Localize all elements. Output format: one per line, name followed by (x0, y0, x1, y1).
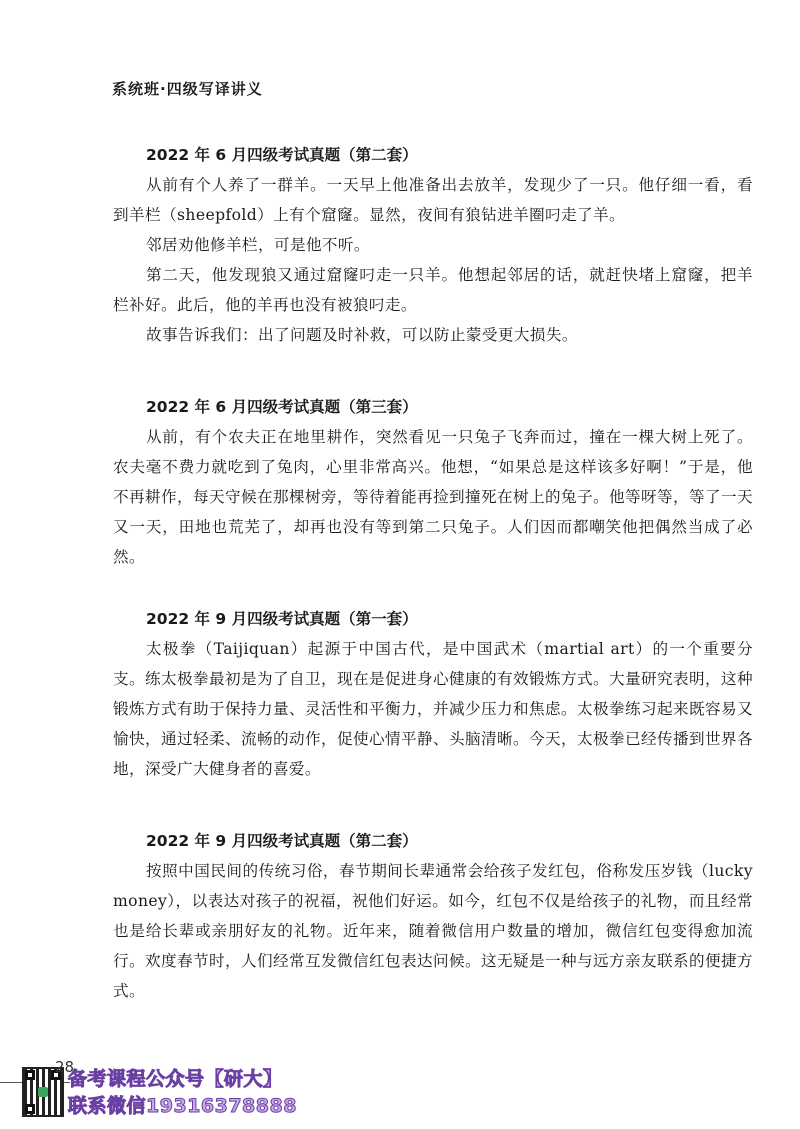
paragraph: 从前有个人养了一群羊。一天早上他准备出去放羊，发现少了一只。他仔细一看，看到羊栏（sheepfold）上有个窟窿。显然，夜间有狼钻进羊圈叼走了羊。 (113, 176, 753, 224)
section-title: 2022 年 9 月四级考试真题（第二套） (146, 832, 418, 850)
page-header-title: 系统班·四级写译讲义 (112, 80, 263, 98)
section-title: 2022 年 6 月四级考试真题（第三套） (146, 398, 418, 416)
watermark-text: 联系微信19316378888 (68, 1095, 297, 1117)
watermark-text: 备考课程公众号【研大】 (68, 1068, 283, 1090)
paragraph: 按照中国民间的传统习俗，春节期间长辈通常会给孩子发红包，俗称发压岁钱（lucky money），以表达对孩子的祝福，祝他们好运。如今，红包不仅是给孩子的礼物，而且经常也是给长辈或亲朋好友的礼物。近年来，随着微信用户数量的增加，微信红包变得愈加流行。欢度春节时，人们经常互发微信红包表达问候。这无疑是一种与远方亲友联系的便捷方式。 (113, 862, 753, 1000)
section-title: 2022 年 9 月四级考试真题（第一套） (146, 610, 418, 628)
section-title: 2022 年 6 月四级考试真题（第二套） (146, 146, 418, 164)
exam-section (113, 392, 753, 572)
exam-section (113, 140, 753, 350)
paragraph: 从前，有个农夫正在地里耕作，突然看见一只兔子飞奔而过，撞在一棵大树上死了。农夫毫不费力就吃到了兔肉，心里非常高兴。他想，“如果总是这样该多好啊！”于是，他不再耕作，每天守候在那棵树旁，等待着能再捡到撞死在树上的兔子。他等呀等，等了一天又一天，田地也荒芜了，却再也没有等到第二只兔子。人们因而都嘲笑他把偶然当成了必然。 (113, 428, 753, 566)
exam-section (113, 826, 753, 1006)
paragraph: 第二天，他发现狼又通过窟窿叼走一只羊。他想起邻居的话，就赶快堵上窟窿，把羊栏补好。此后，他的羊再也没有被狼叼走。 (113, 266, 753, 314)
paragraph: 故事告诉我们：出了问题及时补救，可以防止蒙受更大损失。 (146, 326, 578, 344)
paragraph: 太极拳（Taijiquan）起源于中国古代，是中国武术（martial art）的一个重要分支。练太极拳最初是为了自卫，现在是促进身心健康的有效锻炼方式。大量研究表明，这种锻炼方式有助于保持力量、灵活性和平衡力，并减少压力和焦虑。太极拳练习起来既容易又愉快，通过轻柔、流畅的动作，促使心情平静、头脑清晰。今天，太极拳已经传播到世界各地，深受广大健身者的喜爱。 (113, 640, 753, 778)
exam-section (113, 604, 753, 784)
page-number: 28 (55, 1058, 75, 1076)
paragraph: 邻居劝他修羊栏，可是他不听。 (146, 236, 370, 254)
page-footer (0, 1058, 800, 1129)
